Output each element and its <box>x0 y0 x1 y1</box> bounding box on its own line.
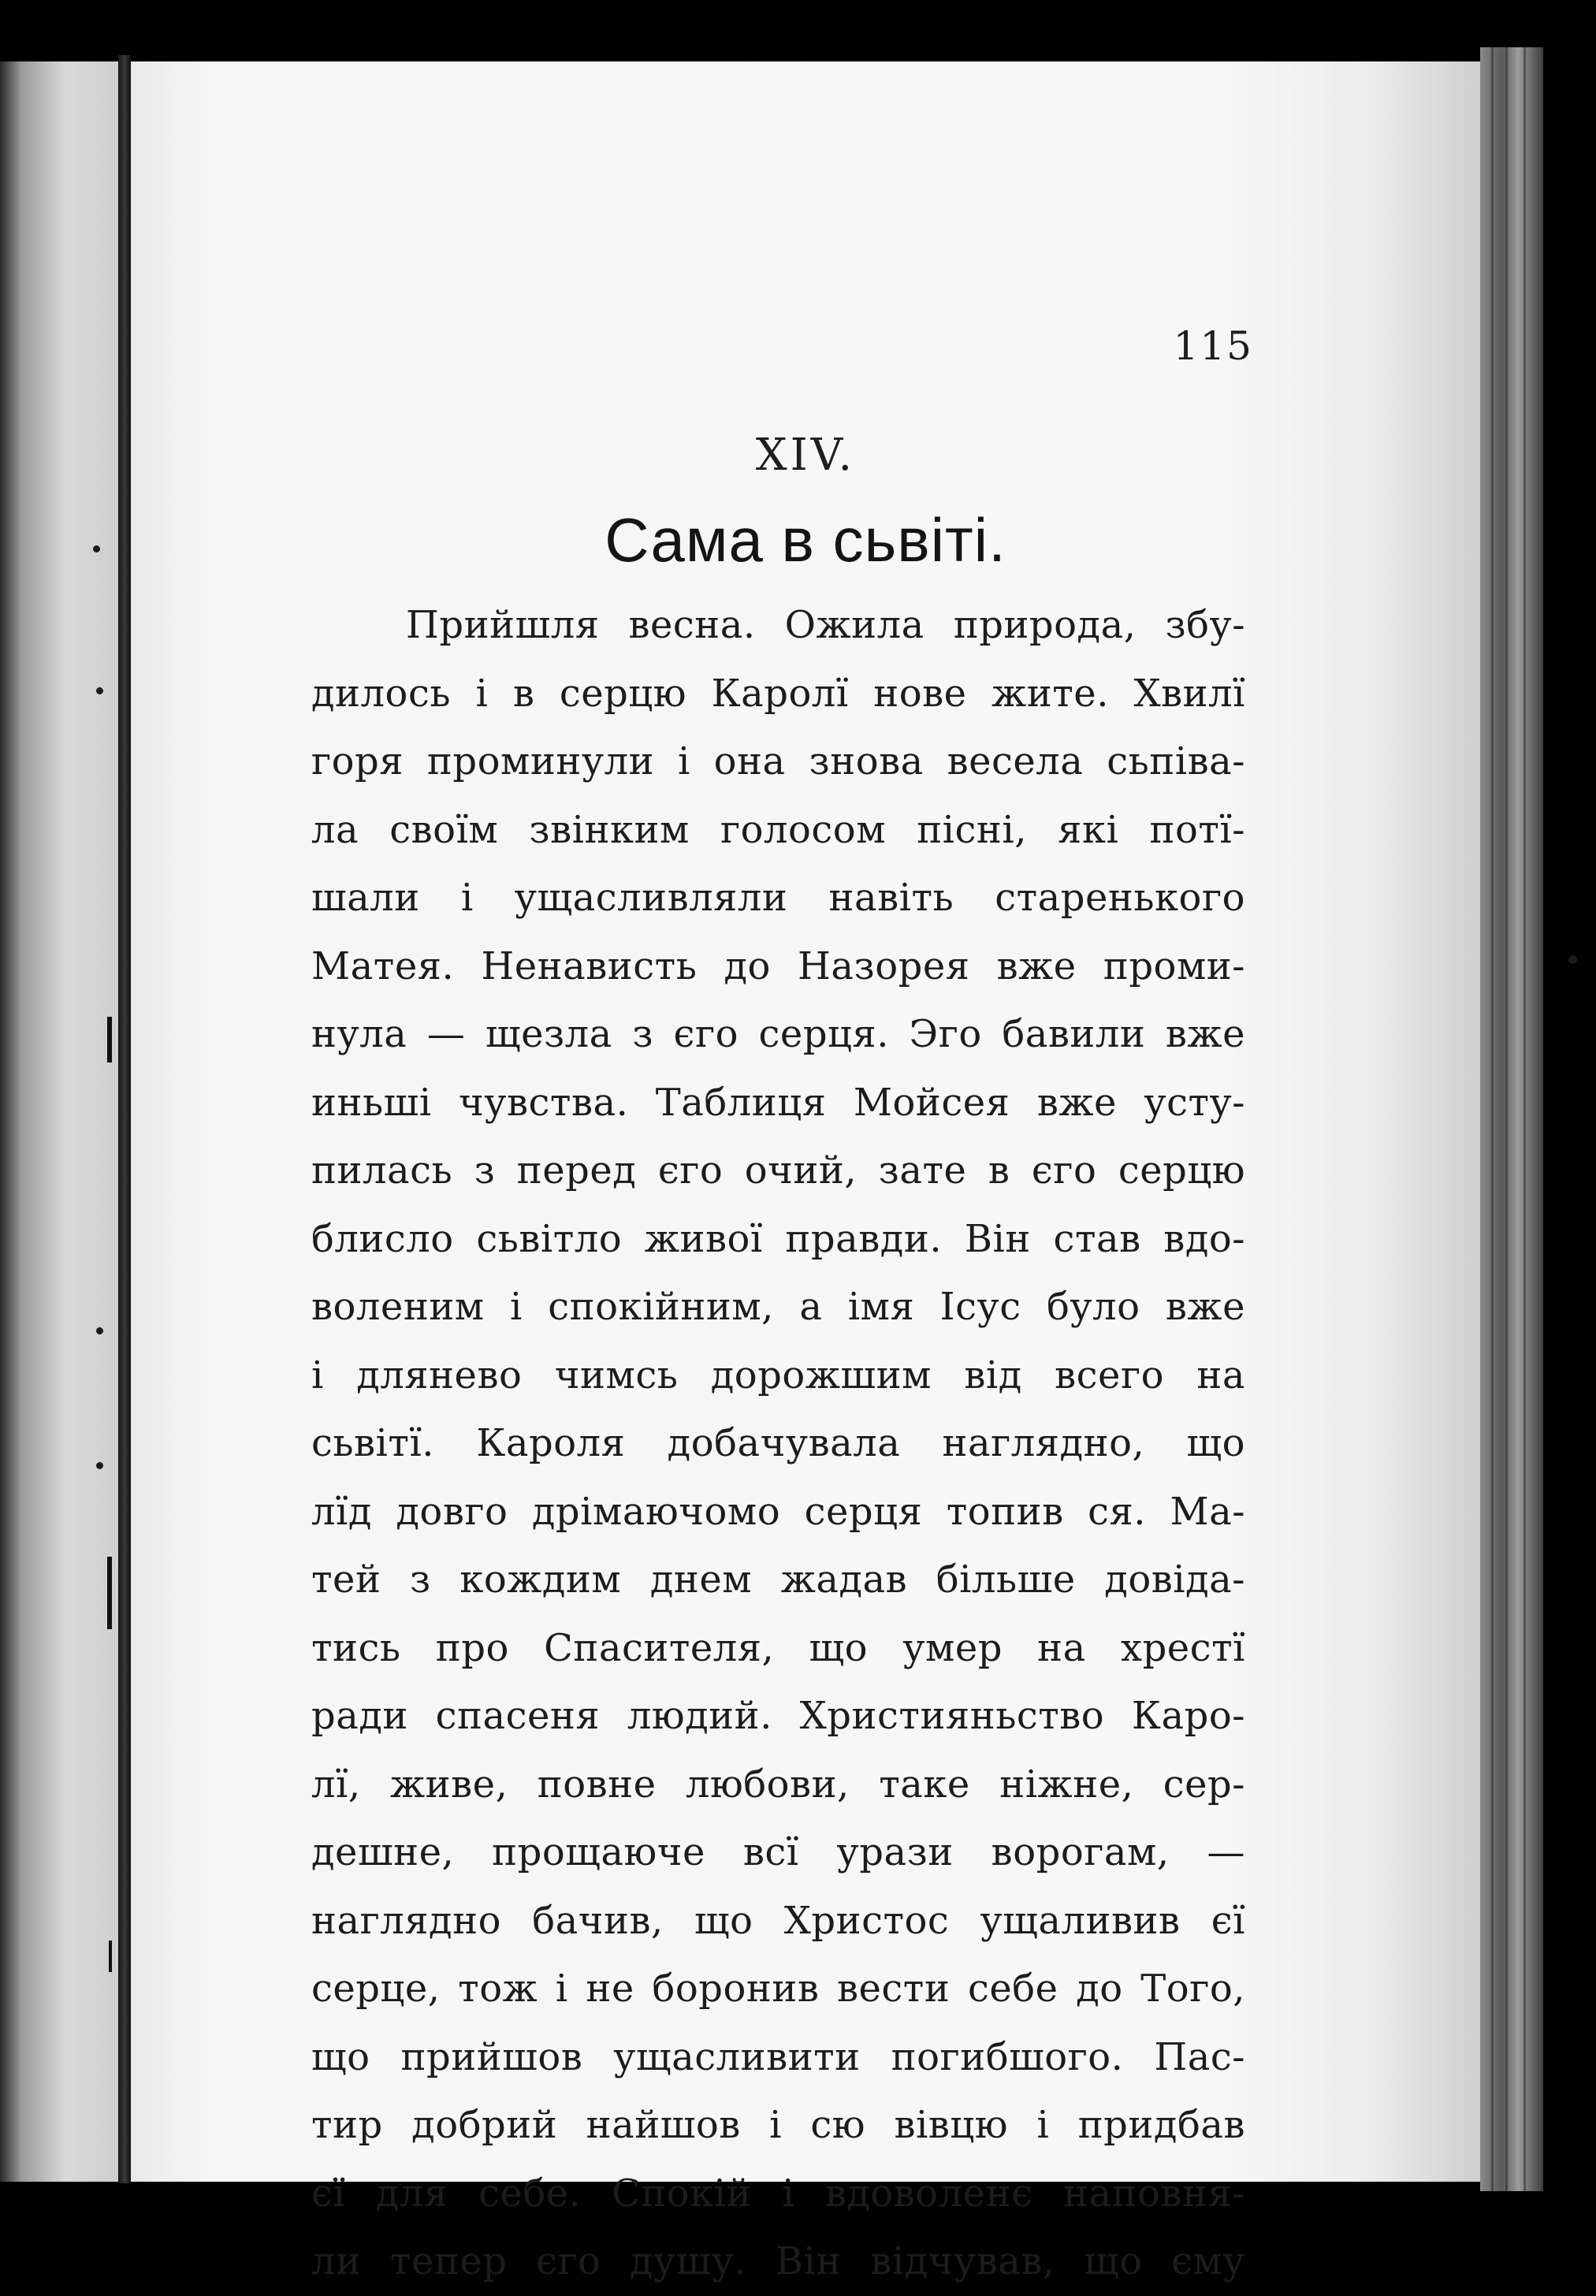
text-line: тей з кождим днем жадав більше довіда- <box>311 1557 1245 1602</box>
scan-speck <box>96 687 103 694</box>
text-line: ради спасеня людий. Християньство Каро- <box>311 1694 1245 1738</box>
scan-speck <box>93 545 100 553</box>
text-line: єї для себе. Спокій і вдоволенє наповня- <box>311 2171 1245 2216</box>
text-line: горя проминули і она знова весела сьпіва- <box>311 739 1245 783</box>
text-line: лї, живе, повне любови, таке ніжне, сер- <box>311 1762 1245 1807</box>
text-line: тир добрий найшов і сю вівцю і придбав <box>311 2103 1245 2147</box>
scan-mark <box>107 1017 112 1062</box>
chapter-number: XIV. <box>755 430 856 481</box>
text-line: і длянево чимсь дорожшим від всего на <box>311 1353 1245 1397</box>
page-number: 115 <box>1173 323 1253 369</box>
text-line: що прийшов ущасливити погибшого. Пас- <box>311 2034 1245 2079</box>
text-line: дилось і в серцю Каролї нове жите. Хвилї <box>311 671 1245 716</box>
text-line: блисло сьвітло живої правди. Він став вдо- <box>311 1216 1245 1261</box>
text-line: серце, тож і не боронив вести себе до Того, <box>311 1967 1245 2011</box>
facing-page-edge <box>0 61 118 2182</box>
text-line: сьвітї. Кароля добачувала наглядно, що <box>311 1421 1245 1465</box>
scan-speck <box>1568 955 1577 964</box>
text-line: иньші чувства. Таблиця Мойсея вже усту- <box>311 1080 1245 1125</box>
scan-speck <box>96 1462 103 1469</box>
text-line: пилась з перед єго очий, зате в єго серцю <box>311 1148 1245 1193</box>
text-line: Матея. Ненависть до Назорея вже проми- <box>311 943 1245 988</box>
body-paragraph <box>311 591 1245 2296</box>
text-line: Прийшля весна. Ожила природа, збу- <box>406 603 1245 647</box>
book-gutter <box>118 55 131 2183</box>
scan-speck <box>96 1327 103 1334</box>
scan-mark <box>109 1941 112 1972</box>
text-line: ла своїм звінким голосом пісні, які потї- <box>311 807 1245 852</box>
text-line: лїд довго дрімаючомо серця топив ся. Ма- <box>311 1489 1245 1534</box>
scan-mark <box>107 1557 112 1629</box>
text-line: тись про Спасителя, що умер на хрестї <box>311 1625 1245 1670</box>
text-line: дешне, прощаюче всї урази ворогам, — <box>311 1830 1245 1874</box>
page-stack-edge <box>1480 47 1543 2191</box>
chapter-title: Сама в сьвіті. <box>605 505 1006 575</box>
text-line: воленим і спокійним, а імя Ісус було вже <box>311 1285 1245 1329</box>
text-line: ли тепер єго душу. Він відчував, що єму <box>311 2239 1245 2283</box>
text-line: шали і ущасливляли навіть старенького <box>311 876 1245 920</box>
text-line: нула — щезла з єго серця. Эго бавили вже <box>311 1012 1245 1056</box>
text-line: наглядно бачив, що Христос ущаливив єї <box>311 1898 1245 1943</box>
